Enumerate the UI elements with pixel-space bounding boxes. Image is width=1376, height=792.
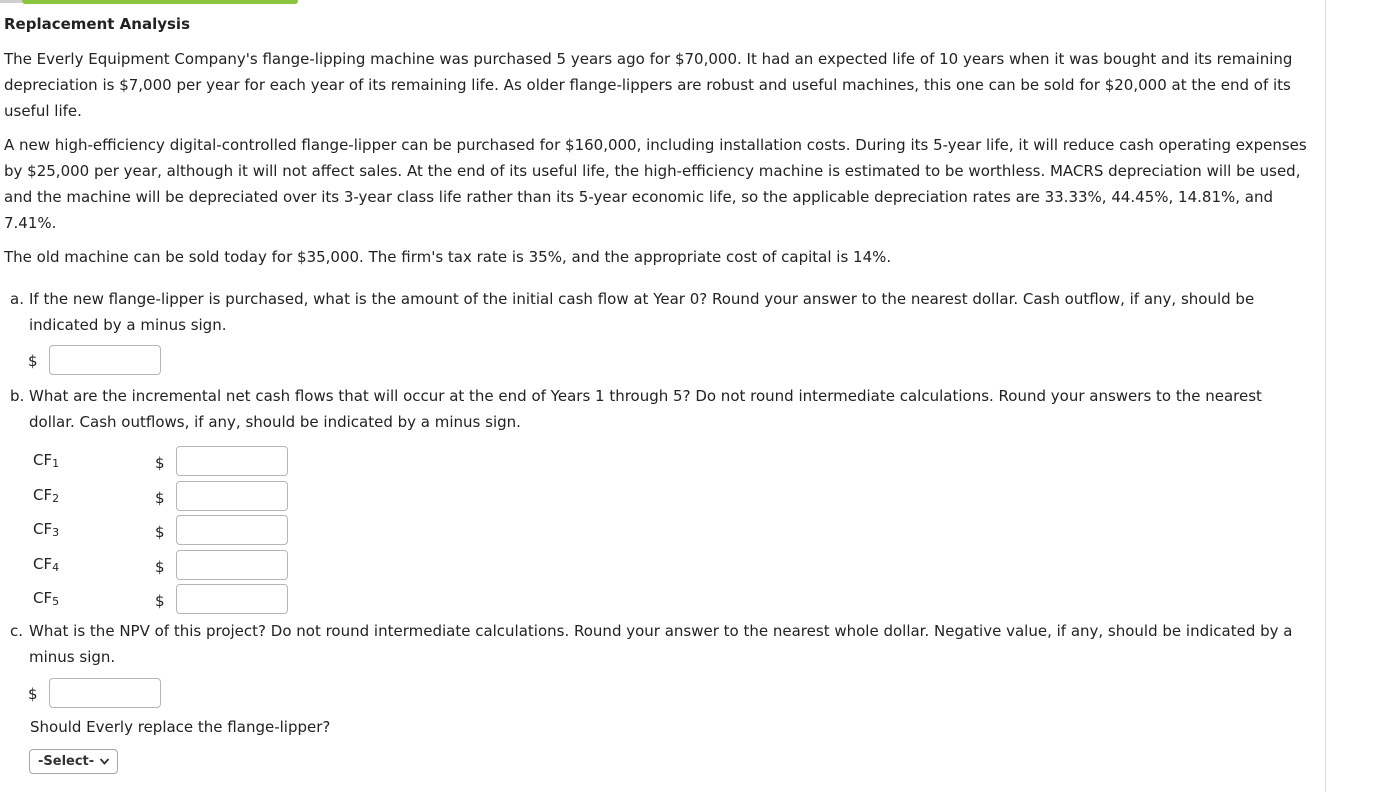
question-c-letter: c. (10, 622, 24, 640)
cf1-label: $CF_1$ (33, 451, 60, 470)
cf5-input[interactable] (176, 584, 288, 614)
question-b (10, 383, 1310, 435)
cf2-input[interactable] (176, 481, 288, 511)
question-a-letter: a. (10, 290, 24, 308)
cf3-label: $CF_3$ (33, 520, 60, 539)
cf3-input[interactable] (176, 515, 288, 545)
question-b-text: What are the incremental net cash flows that will occur at the end of Years 1 through 5? Do not round intermediate calculations. Round your answers to the nearest dollar. Cash outflows, if any, should be indicated by a minus sign. (29, 387, 1262, 431)
cf3-currency: $ (155, 523, 165, 541)
question-a-currency: $ (28, 352, 38, 370)
right-divider (1325, 0, 1326, 792)
cf4-label: $CF_4$ (33, 555, 60, 574)
cf5-label: $CF_5$ (33, 589, 60, 608)
question-b-letter: b. (10, 387, 25, 405)
initial-cash-flow-input[interactable] (49, 345, 161, 375)
question-c (10, 618, 1310, 670)
replace-decision-select[interactable] (29, 749, 118, 774)
question-a-text: If the new flange-lipper is purchased, what is the amount of the initial cash flow at Year 0? Round your answer to the nearest dollar. Cash outflow, if any, should be indicated by a minus sign. (29, 290, 1255, 334)
cf4-currency: $ (155, 558, 165, 576)
cf2-currency: $ (155, 489, 165, 507)
chevron-down-icon (99, 750, 110, 781)
question-c-currency: $ (28, 685, 38, 703)
problem-paragraph-1: The Everly Equipment Company's flange-lipping machine was purchased 5 years ago for $70,000. It had an expected life of 10 years when it was bought and its remaining depreciation is $7,000 per year for each year of its remaining life. As older flange-lippers are robust and useful machines, this one can be sold for $20,000 at the end of its useful life. (4, 50, 1293, 120)
cf1-currency: $ (155, 454, 165, 472)
replace-decision-selected-value: -Select- (38, 754, 95, 769)
cf5-currency: $ (155, 592, 165, 610)
cf1-input[interactable] (176, 446, 288, 476)
problem-paragraph-2: A new high-efficiency digital-controlled flange-lipper can be purchased for $160,000, including installation costs. During its 5-year life, it will reduce cash operating expenses by $25,000 per year, although it will not affect sales. At the end of its useful life, the high-efficiency machine is estimated to be worthless. MACRS depreciation will be used, and the machine will be depreciated over its 3-year class life rather than its 5-year economic life, so the applicable depreciation rates are 33.33%, 44.45%, 14.81%, and 7.41%. (4, 136, 1307, 232)
top-tab-progress (22, 0, 298, 4)
cf4-input[interactable] (176, 550, 288, 580)
page-title: Replacement Analysis (4, 15, 190, 33)
top-tab-gray (0, 0, 22, 3)
replace-decision-label: Should Everly replace the flange-lipper? (30, 718, 331, 736)
cf2-label: $CF_2$ (33, 486, 60, 505)
question-c-text: What is the NPV of this project? Do not round intermediate calculations. Round your answer to the nearest whole dollar. Negative value, if any, should be indicated by a minus sign. (29, 622, 1293, 666)
npv-input[interactable] (49, 678, 161, 708)
problem-paragraph-3: The old machine can be sold today for $35,000. The firm's tax rate is 35%, and the appropriate cost of capital is 14%. (4, 248, 892, 266)
question-a (10, 286, 1310, 338)
